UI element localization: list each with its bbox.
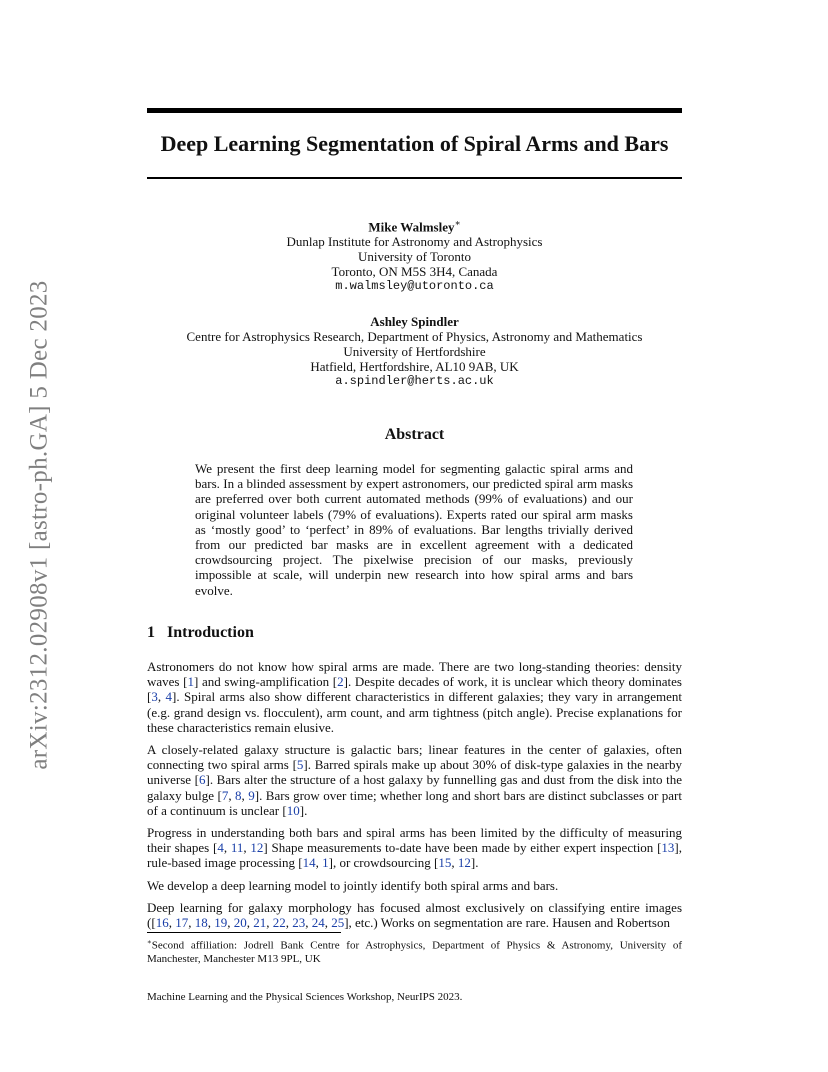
paragraph — [147, 659, 682, 735]
arxiv-identifier — [22, 262, 58, 788]
citation-link[interactable]: 3 — [151, 689, 158, 705]
title-rule-top — [147, 108, 682, 113]
section-heading — [147, 624, 254, 642]
author-list — [147, 216, 682, 409]
paragraph-text: . Barred spirals make up about 30% of disk-type galaxies in the nearby universe — [147, 757, 683, 788]
citation-link[interactable]: 2 — [337, 674, 344, 690]
citation-link[interactable]: 24 — [311, 915, 325, 931]
paragraph-text: . — [304, 802, 308, 818]
paragraph-text: . Bars grow over time; whether long and short bars are distinct subclasses or part of a continuum is unclear — [147, 787, 682, 818]
paragraph-text: . — [475, 855, 479, 871]
citation: [3, 4] — [147, 689, 177, 705]
citation-link[interactable]: 18 — [194, 915, 208, 931]
citation-link[interactable]: 10 — [286, 802, 300, 818]
citation-link[interactable]: 12 — [457, 855, 471, 871]
citation-link[interactable]: 19 — [214, 915, 228, 931]
citation-link[interactable]: 20 — [233, 915, 247, 931]
paragraph-text: Shape measurements to-date have been made by either expert inspection — [267, 840, 658, 856]
paragraph-text: A closely-related galaxy structure is galactic bars; linear features in the center of galaxies, often connecting two spiral arms — [147, 742, 682, 773]
venue-line: Machine Learning and the Physical Sciences Workshop, NeurIPS 2023. — [147, 991, 463, 1003]
citation-link[interactable]: 11 — [230, 840, 244, 856]
author-name: Ashley Spindler — [370, 314, 459, 330]
citation: [16, 17, 18, 19, 20, 21, 22, 23, 24, 25] — [151, 915, 349, 931]
abstract-heading: Abstract — [384, 426, 445, 443]
paragraph — [147, 900, 682, 930]
citation-link[interactable]: 21 — [253, 915, 267, 931]
arxiv-identifier-text: arXiv:2312.02908v1 [astro-ph.GA] 5 Dec 2023 — [26, 280, 54, 770]
citation-link[interactable]: 22 — [272, 915, 286, 931]
author-email[interactable]: m.walmsley@utoronto.ca — [335, 279, 494, 294]
introduction-body — [147, 659, 682, 937]
paragraph — [147, 825, 682, 871]
paragraph-text: , rule-based image processing — [147, 840, 683, 871]
citation-link[interactable]: 7 — [221, 787, 229, 803]
citation-link[interactable]: 16 — [155, 915, 169, 931]
citation-link[interactable]: 8 — [235, 787, 242, 803]
citation-link[interactable]: 4 — [165, 689, 173, 705]
citation: [7, 8, 9] — [217, 787, 260, 803]
paragraph-text: . Bars alter the structure of a host galaxy by funnelling gas and dust from the disk into the galaxy bulge — [147, 772, 683, 803]
citation: [6] — [194, 772, 210, 788]
author-address: Hatfield, Hertfordshire, AL10 9AB, UK — [310, 359, 519, 375]
citation: [14, 1] — [298, 855, 333, 871]
citation-link[interactable]: 5 — [296, 757, 304, 773]
paragraph-text: , etc.) Works on segmentation are rare. Hausen and Robertson — [348, 915, 670, 931]
footnote — [147, 936, 682, 967]
citation-link[interactable]: 1 — [187, 674, 194, 690]
citation-link[interactable]: 25 — [331, 915, 345, 931]
author-email[interactable]: a.spindler@herts.ac.uk — [335, 374, 494, 389]
abstract-text: We present the first deep learning model for segmenting galactic spiral arms and bars. In a blinded assessment by expert astronomers, our predicted spiral arm masks are preferred over both current automated methods (99% of evaluations) and our original volunteer labels (79% of evaluations). Experts rated our spiral arm masks as ‘mostly good’ to ‘perfect’ in 89% of evaluations. Bar lengths trivially derived from our predicted bar masks are in excellent agreement with a dedicated crowdsourcing project. The pixelwise precision of our masks, previously impossible at scale, will underpin new research into how spiral arms and bars evolve. — [195, 461, 633, 598]
paragraph-text: Deep learning for galaxy morphology has focused almost exclusively on classifying entire images ( — [147, 899, 682, 931]
citation-link[interactable]: 9 — [248, 787, 255, 803]
author-1 — [147, 216, 682, 294]
citation-link[interactable]: 14 — [302, 855, 316, 871]
citation-link[interactable]: 23 — [292, 915, 306, 931]
citation-link[interactable]: 1 — [322, 855, 329, 871]
citation-link[interactable]: 13 — [661, 840, 675, 856]
paragraph-text: and swing-amplification — [198, 674, 333, 690]
citation-link[interactable]: 15 — [438, 855, 452, 871]
citation: [1] — [183, 674, 199, 690]
citation: [4, 11, 12] — [213, 840, 268, 856]
citation: [15, 12] — [434, 855, 476, 871]
section-number: 1 — [147, 624, 155, 641]
citation: [5] — [292, 757, 308, 773]
paragraph-text: Astronomers do not know how spiral arms are made. There are two long-standing theories: density waves — [147, 659, 682, 690]
paragraph — [147, 878, 682, 893]
author-name: Mike Walmsley∗ — [368, 218, 461, 235]
footnote-mark: ∗ — [454, 218, 461, 228]
author-affiliation: University of Toronto — [358, 249, 471, 265]
footnote-rule — [147, 932, 341, 933]
paper-title: Deep Learning Segmentation of Spiral Arms and Bars — [160, 131, 669, 156]
author-affiliation: Dunlap Institute for Astronomy and Astrophysics — [286, 234, 543, 250]
footnote-text: Second affiliation: Jodrell Bank Centre for Astrophysics, Department of Physics & Astronomy, University of Manchester, Manchester M13 9PL, UK — [147, 939, 682, 966]
citation: [2] — [332, 674, 348, 690]
citation: [10] — [282, 802, 305, 818]
author-2 — [147, 314, 682, 389]
citation-link[interactable]: 6 — [198, 772, 206, 788]
paragraph-text: , or crowdsourcing — [332, 855, 435, 871]
footnote-mark: ∗ — [147, 938, 152, 946]
paragraph-text: Progress in understanding both bars and spiral arms has been limited by the difficulty of measuring their shapes — [147, 825, 682, 856]
citation-link[interactable]: 4 — [217, 840, 224, 856]
paragraph-text: . Spiral arms also show different characteristics in different galaxies; they vary in arrangement (e.g. grand design vs. flocculent), arm count, and arm tightness (pitch angle). Precise explanations for these characteristics remain elusive. — [147, 689, 682, 735]
citation-link[interactable]: 17 — [175, 915, 189, 931]
citation: [13] — [657, 840, 679, 856]
paragraph-text: We develop a deep learning model to jointly identify both spiral arms and bars. — [147, 877, 559, 893]
section-title: Introduction — [167, 624, 254, 641]
author-address: Toronto, ON M5S 3H4, Canada — [331, 264, 498, 280]
author-affiliation: University of Hertfordshire — [343, 344, 486, 360]
paragraph-text: . Despite decades of work, it is unclear which theory dominates — [347, 674, 682, 690]
title-rule-bottom — [147, 177, 682, 179]
paragraph — [147, 742, 682, 818]
citation-link[interactable]: 12 — [250, 840, 264, 856]
author-affiliation: Centre for Astrophysics Research, Department of Physics, Astronomy and Mathematics — [186, 329, 643, 345]
